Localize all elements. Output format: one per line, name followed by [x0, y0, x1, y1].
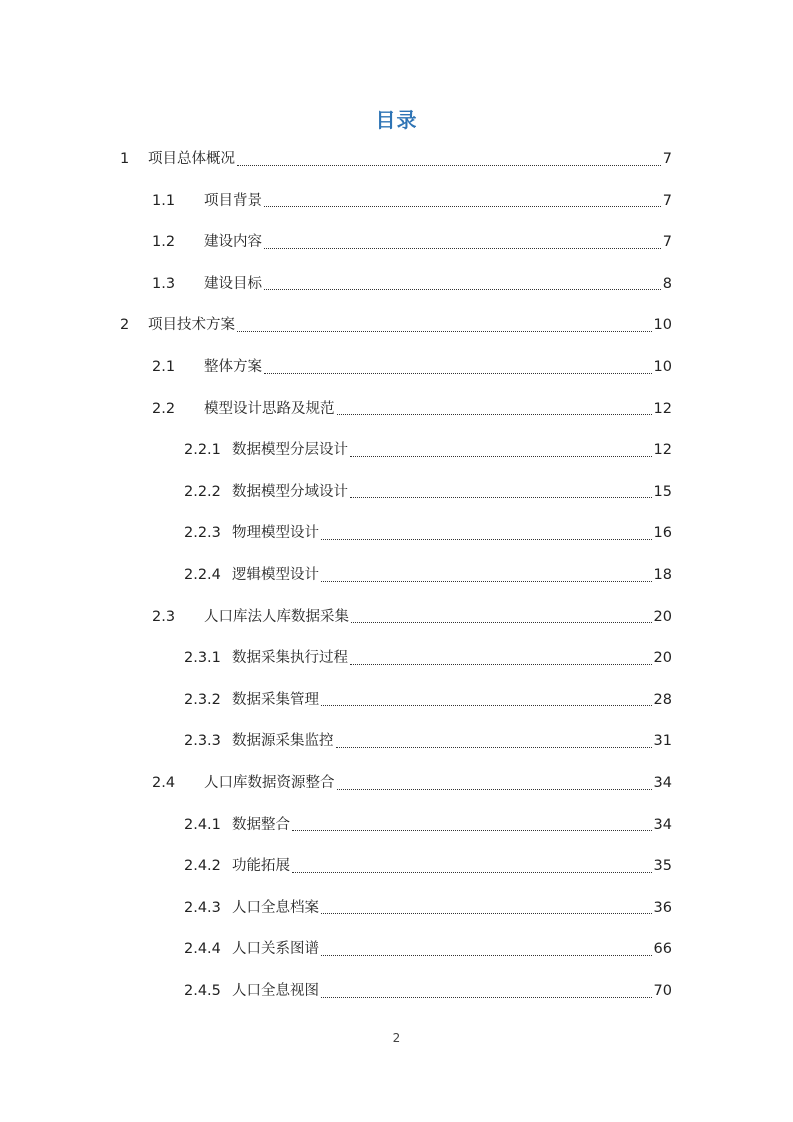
toc-entry[interactable] — [184, 644, 672, 672]
toc-entry-text: 人口全息视图 — [232, 983, 319, 999]
toc-entry-number: 2.3.2 — [184, 691, 221, 708]
toc-entry-page: 10 — [653, 359, 672, 375]
toc-entry[interactable] — [152, 769, 672, 797]
toc-entry-number: 1.1 — [152, 192, 176, 209]
toc-entry[interactable] — [152, 603, 672, 631]
toc-entry[interactable] — [152, 395, 672, 423]
toc-entry-number: 1.3 — [152, 275, 176, 292]
dot-leader — [292, 872, 652, 873]
toc-entry-number: 2 — [120, 317, 130, 334]
dot-leader — [337, 789, 652, 790]
toc-entry-number: 2.2.4 — [184, 567, 221, 583]
dot-leader — [321, 705, 652, 706]
toc-entry-text: 人口库数据资源整合 — [204, 775, 335, 791]
dot-leader — [321, 581, 652, 582]
toc-entry-text: 数据模型分层设计 — [232, 442, 348, 459]
toc-entry-text: 逻辑模型设计 — [232, 567, 319, 583]
toc-entry-number: 2.3.1 — [184, 650, 221, 667]
toc-entry-page: 12 — [653, 400, 672, 417]
dot-leader — [350, 456, 652, 457]
toc-entry-number: 2.4 — [152, 775, 176, 791]
toc-entry-text: 数据采集管理 — [232, 691, 319, 708]
toc-entry-page: 34 — [653, 816, 672, 833]
toc-entry-text: 人口库法人库数据采集 — [204, 608, 349, 625]
toc-entry[interactable] — [120, 311, 672, 339]
toc-entry-number: 1 — [120, 151, 130, 167]
toc-entry-page: 66 — [653, 941, 672, 958]
dot-leader — [321, 539, 652, 540]
dot-leader — [336, 747, 652, 748]
toc-entry[interactable] — [184, 977, 672, 1005]
toc-entry-number: 2.1 — [152, 359, 176, 375]
toc-entry[interactable] — [184, 852, 672, 880]
toc-entry-page: 18 — [653, 567, 672, 583]
dot-leader — [350, 497, 652, 498]
toc-entry[interactable] — [184, 436, 672, 464]
toc-entry-text: 功能拓展 — [232, 858, 290, 875]
toc-entry[interactable] — [152, 270, 672, 298]
dot-leader — [350, 664, 652, 665]
toc-entry-page: 34 — [653, 775, 672, 791]
toc-entry[interactable] — [184, 561, 672, 589]
toc-entry-page: 7 — [662, 151, 672, 167]
toc-entry[interactable] — [184, 935, 672, 963]
dot-leader — [321, 913, 652, 914]
toc-entry-text: 项目总体概况 — [148, 151, 235, 167]
toc-entry-page: 16 — [653, 525, 672, 542]
toc-entry-page: 35 — [653, 858, 672, 875]
toc-entry-page: 28 — [653, 691, 672, 708]
toc-entry[interactable] — [184, 478, 672, 506]
toc-entry-text: 整体方案 — [204, 359, 262, 375]
dot-leader — [351, 622, 652, 623]
toc-entry-text: 人口全息档案 — [232, 899, 319, 916]
page-number: 2 — [392, 1031, 401, 1045]
toc-entry-page: 8 — [662, 275, 672, 292]
dot-leader — [321, 955, 652, 956]
toc-entry[interactable] — [152, 228, 672, 256]
toc-entry-text: 物理模型设计 — [232, 525, 319, 542]
toc-entry-number: 2.4.5 — [184, 983, 221, 999]
toc-entry-number: 2.3 — [152, 608, 176, 625]
dot-leader — [292, 830, 652, 831]
toc-entry[interactable] — [152, 187, 672, 215]
toc-entry-text: 建设内容 — [204, 234, 262, 251]
toc-entry-page: 36 — [653, 899, 672, 916]
dot-leader — [264, 289, 661, 290]
dot-leader — [321, 997, 652, 998]
toc-title: 目录 — [375, 108, 418, 132]
toc-entry-number: 1.2 — [152, 234, 176, 251]
dot-leader — [264, 248, 661, 249]
toc-entry-text: 项目技术方案 — [148, 317, 235, 334]
toc-entry-text: 数据源采集监控 — [232, 733, 334, 750]
toc-entry-page: 7 — [662, 234, 672, 251]
dot-leader — [264, 373, 652, 374]
toc-entry-page: 7 — [662, 192, 672, 209]
toc-entry-page: 70 — [653, 983, 672, 999]
toc-entry-number: 2.4.1 — [184, 816, 221, 833]
toc-entry-text: 数据整合 — [232, 816, 290, 833]
toc-entry-page: 15 — [653, 483, 672, 500]
dot-leader — [337, 414, 652, 415]
toc-entry-number: 2.3.3 — [184, 733, 221, 750]
toc-entry[interactable] — [184, 894, 672, 922]
toc-entry-number: 2.2.3 — [184, 525, 221, 542]
dot-leader — [264, 206, 661, 207]
toc-entry[interactable] — [184, 686, 672, 714]
toc-entry-text: 人口关系图谱 — [232, 941, 319, 958]
toc-entry-text: 数据采集执行过程 — [232, 650, 348, 667]
toc-entry-page: 10 — [653, 317, 672, 334]
toc-entry-text: 建设目标 — [204, 275, 262, 292]
toc-entry-page: 31 — [653, 733, 672, 750]
toc-entry[interactable] — [184, 727, 672, 755]
toc-entry-page: 12 — [653, 442, 672, 459]
toc-entry-text: 项目背景 — [204, 192, 262, 209]
toc-entry[interactable] — [184, 811, 672, 839]
toc-entry-number: 2.2 — [152, 400, 176, 417]
toc-entry-number: 2.2.1 — [184, 442, 221, 459]
toc-entry-page: 20 — [653, 650, 672, 667]
toc-entry[interactable] — [152, 353, 672, 381]
dot-leader — [237, 331, 652, 332]
toc-entry[interactable] — [120, 145, 672, 173]
toc-entry-number: 2.2.2 — [184, 483, 221, 500]
toc-entry-number: 2.4.4 — [184, 941, 221, 958]
toc-entry-text: 模型设计思路及规范 — [204, 400, 335, 417]
toc-entry-page: 20 — [653, 608, 672, 625]
toc-entry-text: 数据模型分域设计 — [232, 483, 348, 500]
toc-entry-number: 2.4.2 — [184, 858, 221, 875]
dot-leader — [237, 165, 661, 166]
toc-entry-number: 2.4.3 — [184, 899, 221, 916]
toc-entry[interactable] — [184, 519, 672, 547]
